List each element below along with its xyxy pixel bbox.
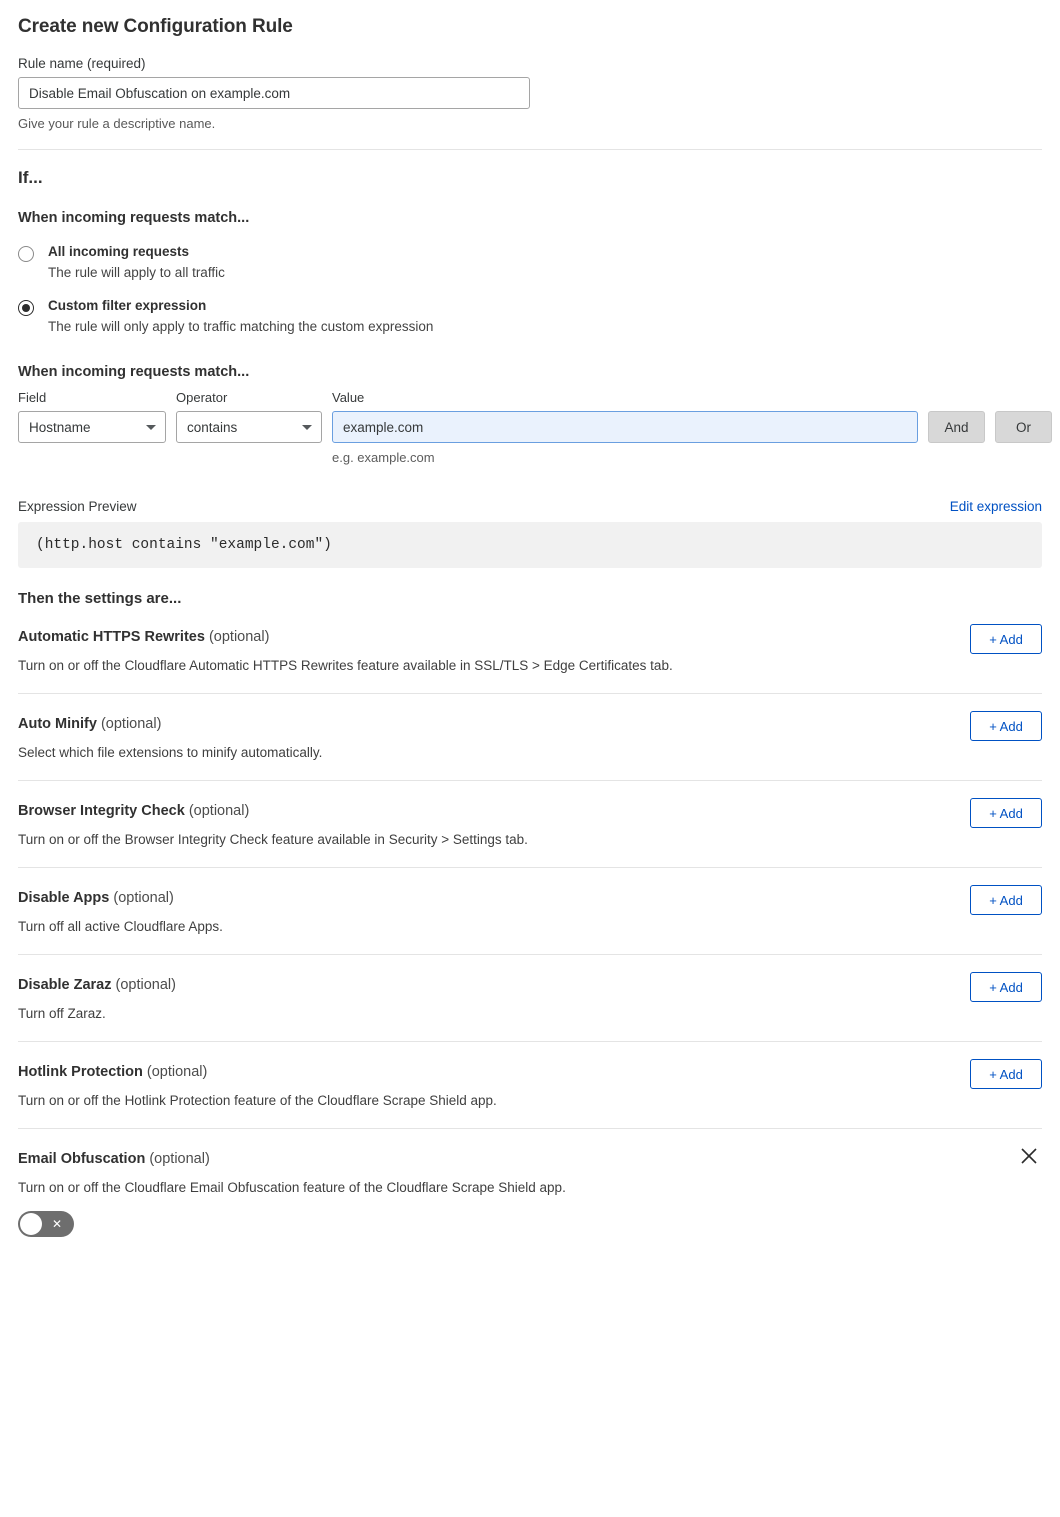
setting-disable-zaraz <box>18 955 1042 1042</box>
setting-description: Turn on or off the Cloudflare Email Obfuscation feature of the Cloudflare Scrape Shield app. <box>18 1180 566 1195</box>
setting-description: Select which file extensions to minify automatically. <box>18 745 323 760</box>
or-button[interactable]: Or <box>995 411 1052 443</box>
then-section-title: Then the settings are... <box>18 590 182 607</box>
setting-optional: (optional) <box>146 1064 208 1080</box>
radio-title-custom-filter: Custom filter expression <box>48 298 207 313</box>
rule-name-input[interactable] <box>18 77 530 109</box>
add-button[interactable]: + Add <box>970 798 1042 828</box>
or-column <box>995 390 1052 443</box>
chevron-down-icon <box>146 425 156 430</box>
setting-name-row <box>18 716 1042 732</box>
value-column <box>332 390 918 465</box>
setting-automatic-https-rewrites <box>18 607 1042 694</box>
setting-optional: (optional) <box>208 629 270 645</box>
setting-name-row <box>18 890 1042 906</box>
add-button[interactable]: + Add <box>970 711 1042 741</box>
field-column <box>18 390 166 443</box>
setting-description: Turn off all active Cloudflare Apps. <box>18 919 223 934</box>
expression-builder-row <box>18 390 1042 465</box>
setting-title: Automatic HTTPS Rewrites <box>18 629 205 645</box>
setting-name-row <box>18 803 1042 819</box>
divider <box>18 149 1042 150</box>
operator-select[interactable] <box>176 411 322 443</box>
field-select[interactable] <box>18 411 166 443</box>
setting-hotlink-protection <box>18 1042 1042 1129</box>
or-spacer <box>995 390 1052 405</box>
setting-optional: (optional) <box>115 977 176 993</box>
radio-desc-all-requests: The rule will apply to all traffic <box>48 265 225 280</box>
add-button[interactable]: + Add <box>970 624 1042 654</box>
setting-description: Turn on or off the Browser Integrity Check feature available in Security > Settings tab. <box>18 832 528 847</box>
expression-preview-header <box>18 499 1042 514</box>
setting-name-row <box>18 629 1042 645</box>
setting-title: Browser Integrity Check <box>18 803 185 819</box>
close-icon[interactable] <box>1018 1145 1040 1167</box>
setting-name-row <box>18 1064 1042 1080</box>
chevron-down-icon <box>302 425 312 430</box>
operator-column-label: Operator <box>176 390 228 405</box>
email-obfuscation-toggle[interactable] <box>18 1211 74 1237</box>
page-title: Create new Configuration Rule <box>18 16 293 37</box>
radio-option-custom-filter[interactable] <box>18 298 1042 334</box>
if-section-title: If... <box>18 168 43 187</box>
setting-description: Turn on or off the Cloudflare Automatic HTTPS Rewrites feature available in SSL/TLS > Edge Certificates tab. <box>18 658 673 673</box>
and-column <box>928 390 985 443</box>
setting-description: Turn off Zaraz. <box>18 1006 106 1021</box>
add-button[interactable]: + Add <box>970 885 1042 915</box>
setting-name-row <box>18 1151 1042 1167</box>
add-button[interactable]: + Add <box>970 972 1042 1002</box>
field-column-label: Field <box>18 390 47 405</box>
add-button[interactable]: + Add <box>970 1059 1042 1089</box>
setting-name-row <box>18 977 1042 993</box>
toggle-knob <box>20 1213 42 1235</box>
setting-optional: (optional) <box>149 1151 210 1167</box>
match-heading: When incoming requests match... <box>18 210 250 226</box>
setting-description: Turn on or off the Hotlink Protection feature of the Cloudflare Scrape Shield app. <box>18 1093 497 1108</box>
operator-select-value: contains <box>187 419 238 435</box>
operator-column <box>176 390 322 443</box>
setting-optional: (optional) <box>113 890 174 906</box>
rule-name-help: Give your rule a descriptive name. <box>18 116 216 131</box>
setting-title: Disable Zaraz <box>18 977 112 993</box>
radio-option-all-requests[interactable] <box>18 244 1042 280</box>
and-spacer <box>928 390 985 405</box>
setting-optional: (optional) <box>100 716 162 732</box>
edit-expression-link[interactable]: Edit expression <box>949 499 1042 514</box>
expression-preview-label: Expression Preview <box>18 499 137 514</box>
setting-title: Hotlink Protection <box>18 1064 143 1080</box>
setting-title: Email Obfuscation <box>18 1151 146 1167</box>
toggle-off-icon: ✕ <box>51 1217 63 1231</box>
setting-disable-apps <box>18 868 1042 955</box>
rule-name-label: Rule name (required) <box>18 56 146 71</box>
value-input[interactable] <box>332 411 918 443</box>
builder-heading: When incoming requests match... <box>18 364 250 380</box>
setting-browser-integrity-check <box>18 781 1042 868</box>
radio-desc-custom-filter: The rule will only apply to traffic matching the custom expression <box>48 319 434 334</box>
field-select-value: Hostname <box>29 419 91 435</box>
setting-auto-minify <box>18 694 1042 781</box>
radio-icon-all-requests[interactable] <box>18 246 34 262</box>
rule-name-group <box>18 56 1042 131</box>
value-column-label: Value <box>332 390 365 405</box>
setting-title: Auto Minify <box>18 716 97 732</box>
radio-title-all-requests: All incoming requests <box>48 244 190 259</box>
radio-icon-custom-filter[interactable] <box>18 300 34 316</box>
value-hint: e.g. example.com <box>332 450 435 465</box>
and-button[interactable]: And <box>928 411 985 443</box>
setting-optional: (optional) <box>188 803 250 819</box>
setting-title: Disable Apps <box>18 890 110 906</box>
expression-preview-box: (http.host contains "example.com") <box>18 522 1042 568</box>
setting-email-obfuscation <box>18 1129 1042 1257</box>
